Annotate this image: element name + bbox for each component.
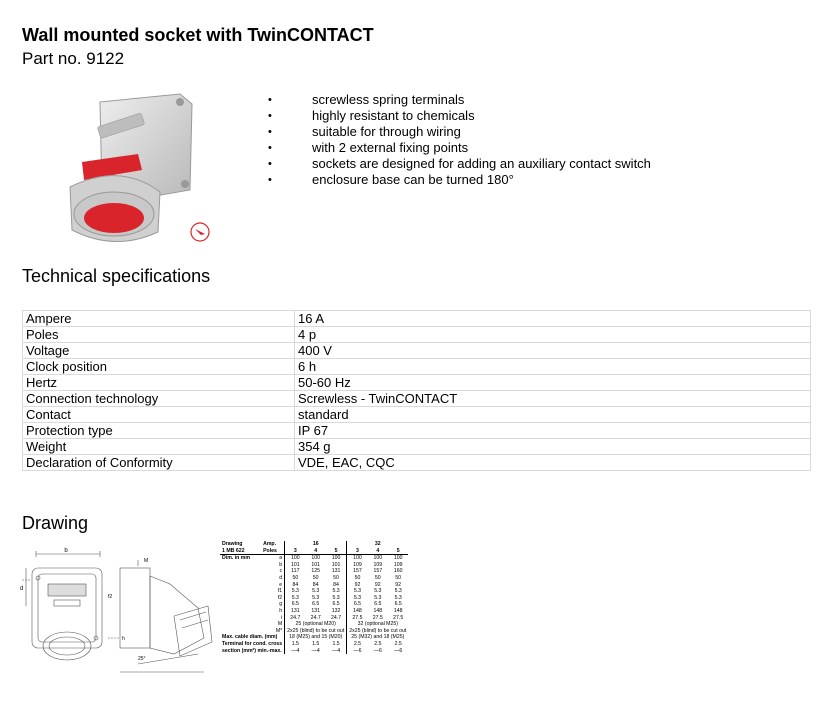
dim-value: 5.3 [332, 594, 340, 601]
table-row [220, 634, 408, 641]
dim-key: a [279, 555, 283, 562]
dim-value: —4 [332, 647, 341, 654]
dim-value: 5.3 [394, 594, 402, 601]
dim-value: 24.7 [285, 615, 306, 622]
dim-pole: 3 [285, 548, 306, 555]
table-row [220, 608, 408, 615]
dim-label-d: d [20, 586, 24, 592]
table-row [23, 423, 811, 439]
tech-spec-heading: Technical specifications [22, 266, 211, 286]
dim-value: 101 [331, 561, 341, 568]
dim-label-f2: f2 [108, 594, 113, 600]
table-row [220, 615, 408, 622]
dim-value: 109 [373, 561, 383, 568]
dim-header-unit: Dim. in mm [222, 555, 250, 562]
dim-value: 6.5 [312, 601, 320, 608]
table-row [220, 555, 408, 562]
table-row [23, 311, 811, 327]
dim-value: 2.5 [347, 641, 368, 648]
table-row [220, 601, 408, 608]
dim-value: 5.3 [312, 594, 320, 601]
dim-value: —6 [394, 647, 403, 654]
dim-value: 32 (optional M25) [347, 621, 409, 628]
dim-value: 125 [311, 568, 321, 575]
table-row [220, 562, 408, 569]
table-row [220, 648, 408, 655]
dim-value: 2x25 (blind) to be cut out [347, 628, 409, 635]
table-row [220, 588, 408, 595]
dim-value: 6.5 [347, 601, 368, 608]
dim-key: M [277, 621, 283, 628]
dim-label-h: h [122, 636, 125, 642]
dim-value: 5.3 [347, 588, 368, 595]
technical-drawing-side [108, 546, 218, 686]
feature-item: • with 2 external fixing points [268, 140, 651, 156]
dim-value: 132 [331, 607, 341, 614]
dim-value: 27.5 [393, 614, 404, 621]
dim-value: 24.7 [331, 614, 342, 621]
table-row [220, 575, 408, 582]
dim-value: 84 [312, 581, 319, 588]
dim-value: 109 [393, 561, 403, 568]
spec-value: 354 g [295, 439, 811, 455]
spec-label: Hertz [23, 375, 295, 391]
dim-value: 50 [374, 574, 381, 581]
dim-value: 5.3 [332, 588, 340, 595]
dim-key: f1 [277, 588, 283, 595]
table-row [23, 391, 811, 407]
dim-key: M* [275, 627, 283, 634]
table-row [220, 641, 408, 648]
dim-value: 2.5 [374, 640, 382, 647]
table-row [220, 582, 408, 589]
dim-amp-32: 32 [347, 541, 409, 548]
product-image [60, 92, 220, 252]
dim-value: 25 (optional M20) [285, 621, 347, 628]
table-row [23, 375, 811, 391]
dim-value: 92 [347, 582, 368, 589]
feature-item: • screwless spring terminals [268, 92, 651, 108]
spec-label: Weight [23, 439, 295, 455]
dim-value: 100 [311, 555, 321, 562]
dim-value: 50 [333, 574, 339, 581]
spec-label: Poles [23, 327, 295, 343]
dim-key: c [279, 568, 283, 575]
dim-value: 131 [285, 608, 306, 615]
spec-value: Screwless - TwinCONTACT [295, 391, 811, 407]
table-row [220, 628, 408, 635]
table-row [23, 455, 811, 471]
dim-value: 27.5 [372, 614, 383, 621]
dim-value: 6.5 [374, 601, 382, 608]
dim-value: 6.5 [332, 601, 340, 608]
dim-key: f2 [277, 594, 283, 601]
dim-amp-16: 16 [285, 541, 347, 548]
dim-value: 157 [347, 568, 368, 575]
table-row [23, 343, 811, 359]
dim-terminal-label: Terminal for cond. cross [222, 640, 283, 647]
feature-item: • enclosure base can be turned 180° [268, 172, 651, 188]
dim-value: 5.3 [285, 588, 306, 595]
dim-value: 100 [347, 555, 368, 562]
table-row [220, 621, 408, 628]
table-row [220, 548, 408, 555]
dim-cable-label: Max. cable diam. (mm) [222, 634, 278, 641]
dim-value: 5.3 [285, 595, 306, 602]
dim-header-poles: Poles [261, 548, 285, 555]
dim-value: 117 [285, 568, 306, 575]
feature-item: • sockets are designed for adding an auxiliary contact switch [268, 156, 651, 172]
dim-value: 92 [374, 581, 381, 588]
dim-value: 100 [393, 555, 403, 562]
dim-value: 148 [347, 608, 368, 615]
spec-value: IP 67 [295, 423, 811, 439]
dim-value: 84 [333, 581, 339, 588]
dim-value: 5.3 [374, 594, 382, 601]
dim-value: 50 [312, 574, 319, 581]
table-row [23, 327, 811, 343]
dim-value: 100 [285, 555, 306, 562]
dim-header-drawing: Drawing [222, 541, 243, 547]
spec-label: Contact [23, 407, 295, 423]
dim-value: 2.5 [394, 640, 402, 647]
dim-value: 1.5 [312, 640, 320, 647]
dim-value: 5.3 [394, 588, 402, 595]
dim-value: 6.5 [285, 601, 306, 608]
dim-pole: 3 [347, 548, 368, 555]
dim-key: d [279, 574, 283, 581]
dim-value: 109 [347, 562, 368, 569]
dimension-table [220, 541, 408, 654]
dim-value: 131 [311, 607, 321, 614]
spec-label: Protection type [23, 423, 295, 439]
dim-value: 131 [331, 568, 341, 575]
dim-value: —4 [311, 647, 320, 654]
dim-value: —6 [347, 648, 368, 655]
dim-value: 24.7 [310, 614, 321, 621]
dim-value: —4 [285, 648, 306, 655]
dim-value: 1.5 [285, 641, 306, 648]
dim-value: 84 [285, 582, 306, 589]
feature-item: • highly resistant to chemicals [268, 108, 651, 124]
dim-value: 157 [373, 568, 383, 575]
dim-value: 92 [395, 581, 402, 588]
dim-value: 1.5 [332, 640, 340, 647]
feature-list [268, 92, 651, 188]
dim-value: 18 (M25) and 15 (M20) [285, 634, 347, 641]
dim-header-amp: Amp. [263, 541, 277, 547]
dim-value: 100 [373, 555, 383, 562]
dim-value: 5.3 [374, 588, 382, 595]
spec-label: Ampere [23, 311, 295, 327]
dim-key: i [281, 614, 283, 621]
dim-value: 5.3 [312, 588, 320, 595]
dim-value: —6 [373, 647, 382, 654]
spec-value: standard [295, 407, 811, 423]
dim-key: h [279, 607, 283, 614]
spec-value: VDE, EAC, CQC [295, 455, 811, 471]
spec-label: Voltage [23, 343, 295, 359]
dim-value: 148 [393, 607, 403, 614]
dim-value: 101 [285, 562, 306, 569]
table-row [220, 568, 408, 575]
dim-terminal-label: section (mm²) min.-max. [222, 647, 282, 654]
dim-label-M: M [144, 558, 149, 564]
spec-value: 4 p [295, 327, 811, 343]
table-row [220, 541, 408, 548]
part-number: Part no. 9122 [22, 49, 125, 68]
spec-label: Connection technology [23, 391, 295, 407]
dim-value: 27.5 [347, 615, 368, 622]
page-title: Wall mounted socket with TwinCONTACT [22, 25, 374, 45]
dim-pole: 5 [326, 548, 347, 555]
table-row [23, 439, 811, 455]
spec-value: 6 h [295, 359, 811, 375]
dim-value: 25 (M32) and 18 (M25) [347, 634, 409, 641]
table-row [23, 359, 811, 375]
dim-label-angle: 25° [138, 656, 146, 662]
dim-value: 50 [285, 575, 306, 582]
dim-pole: 4 [368, 548, 388, 555]
dim-pole: 5 [388, 548, 408, 555]
dim-value: 100 [331, 555, 341, 562]
dim-header-code: 1 MB 622 [220, 548, 261, 555]
dim-value: 50 [395, 574, 402, 581]
dim-value: 2x25 (blind) to be cut out [285, 628, 347, 635]
table-row [23, 407, 811, 423]
dim-key: e [279, 581, 283, 588]
dim-value: 50 [347, 575, 368, 582]
dim-value: 160 [393, 568, 403, 575]
spec-value: 400 V [295, 343, 811, 359]
dim-value: 6.5 [394, 601, 402, 608]
dim-pole: 4 [306, 548, 326, 555]
dim-key: b [279, 561, 283, 568]
spec-label: Clock position [23, 359, 295, 375]
spec-label: Declaration of Conformity [23, 455, 295, 471]
feature-item: • suitable for through wiring [268, 124, 651, 140]
dim-value: 5.3 [347, 595, 368, 602]
dim-label-b: b [64, 548, 68, 554]
spec-value: 50-60 Hz [295, 375, 811, 391]
dim-value: 148 [373, 607, 383, 614]
drawing-heading: Drawing [22, 513, 89, 533]
spec-table [22, 310, 811, 471]
spec-value: 16 A [295, 311, 811, 327]
dim-key: g [279, 601, 283, 608]
dim-value: 101 [311, 561, 321, 568]
table-row [220, 595, 408, 602]
